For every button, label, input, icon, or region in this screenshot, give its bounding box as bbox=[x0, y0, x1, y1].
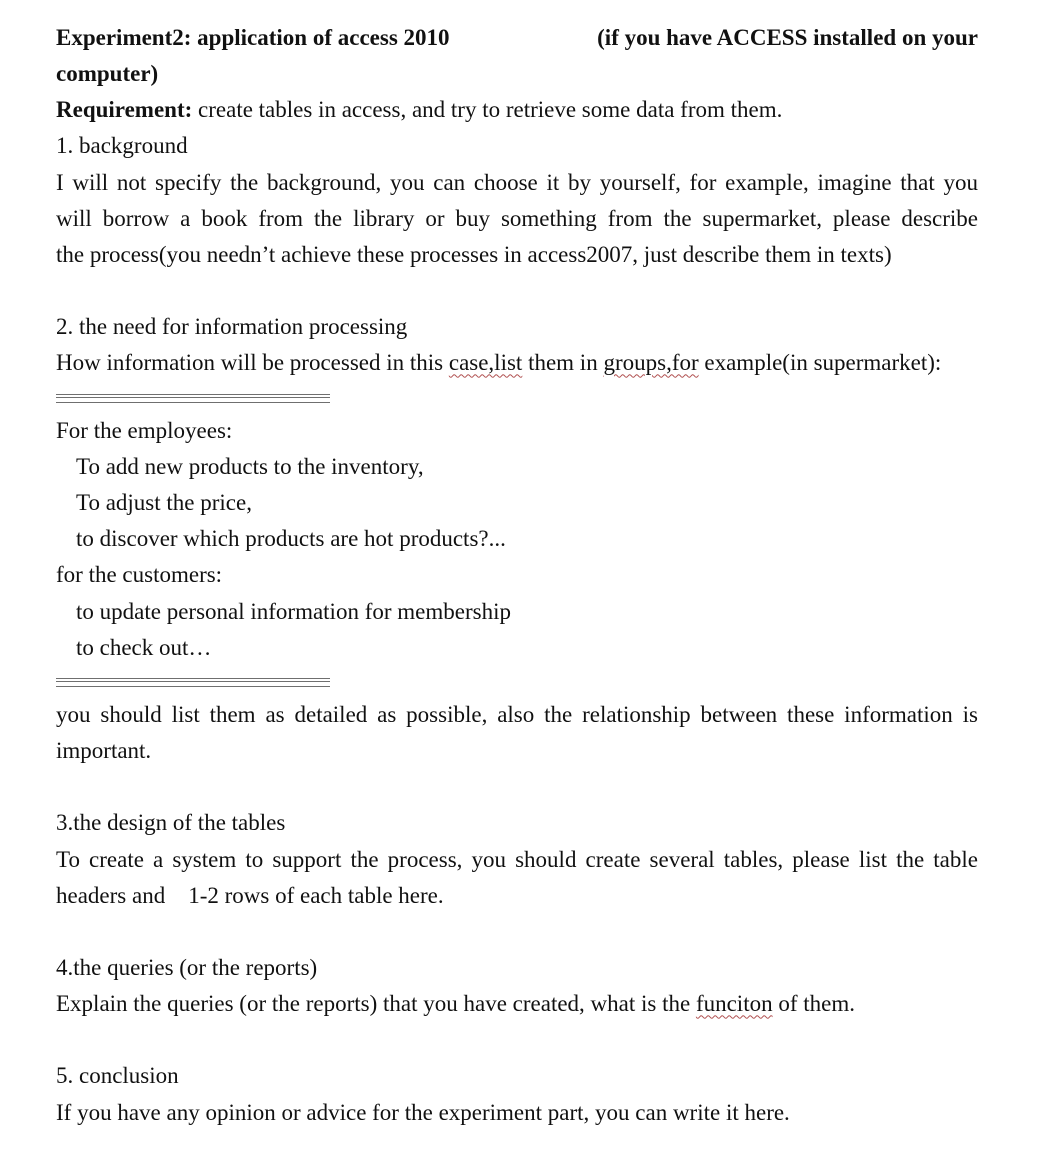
employee-item: To adjust the price, bbox=[76, 490, 252, 516]
customer-item: to update personal information for membership bbox=[76, 598, 511, 624]
section2-heading: 2. the need for information processing bbox=[56, 314, 408, 340]
employee-item: To add new products to the inventory, bbox=[76, 453, 424, 479]
double-rule-separator bbox=[56, 394, 330, 403]
requirement-label: Requirement: bbox=[56, 97, 193, 123]
intro-text: them in bbox=[522, 350, 604, 376]
spacer bbox=[56, 273, 978, 309]
employee-item: to discover which products are hot products?... bbox=[76, 526, 506, 552]
double-rule-separator bbox=[56, 678, 330, 687]
spacer bbox=[56, 914, 978, 950]
section1-line: I will not specify the background, you can choose it by yourself, for example, imagine that you bbox=[56, 169, 978, 195]
section2-note: you should list them as detailed as possible, also the relationship between these information is bbox=[56, 702, 978, 728]
requirement-text: create tables in access, and try to retrieve some data from them. bbox=[192, 97, 783, 123]
section4-heading: 4.the queries (or the reports) bbox=[56, 955, 318, 981]
customer-item: to check out… bbox=[76, 634, 212, 660]
title-left: Experiment2: application of access 2010 bbox=[56, 25, 450, 50]
title-right: (if you have ACCESS installed on your bbox=[597, 25, 978, 50]
employees-label: For the employees: bbox=[56, 417, 233, 443]
section2-intro bbox=[56, 345, 978, 381]
title-continuation: computer) bbox=[56, 61, 159, 86]
section1-heading: 1. background bbox=[56, 133, 188, 159]
spacer bbox=[56, 769, 978, 805]
section2-note: important. bbox=[56, 738, 152, 764]
section4-text: Explain the queries (or the reports) that you have created, what is the bbox=[56, 991, 696, 1017]
section3-line: headers and 1-2 rows of each table here. bbox=[56, 882, 444, 908]
spellcheck-word: groups,for bbox=[603, 350, 699, 376]
spellcheck-word: funciton bbox=[695, 991, 773, 1017]
section4-text: of them. bbox=[772, 991, 855, 1017]
section5-line: If you have any opinion or advice for the experiment part, you can write it here. bbox=[56, 1099, 790, 1125]
spacer bbox=[56, 1022, 978, 1058]
section1-line: the process(you needn’t achieve these processes in access2007, just describe them in texts) bbox=[56, 242, 892, 268]
customers-label: for the customers: bbox=[56, 562, 223, 588]
document-page bbox=[56, 20, 978, 1131]
intro-text: How information will be processed in this bbox=[56, 350, 449, 376]
requirement-line bbox=[56, 92, 978, 128]
document-title bbox=[56, 20, 978, 56]
section3-line: To create a system to support the process, you should create several tables, please list the table bbox=[56, 846, 978, 872]
section5-heading: 5. conclusion bbox=[56, 1063, 179, 1089]
intro-text: example(in supermarket): bbox=[698, 350, 942, 376]
section1-line: will borrow a book from the library or buy something from the supermarket, please describe bbox=[56, 205, 978, 231]
section3-heading: 3.the design of the tables bbox=[56, 810, 286, 836]
spellcheck-word: case,list bbox=[448, 350, 523, 376]
section4-line bbox=[56, 986, 978, 1022]
